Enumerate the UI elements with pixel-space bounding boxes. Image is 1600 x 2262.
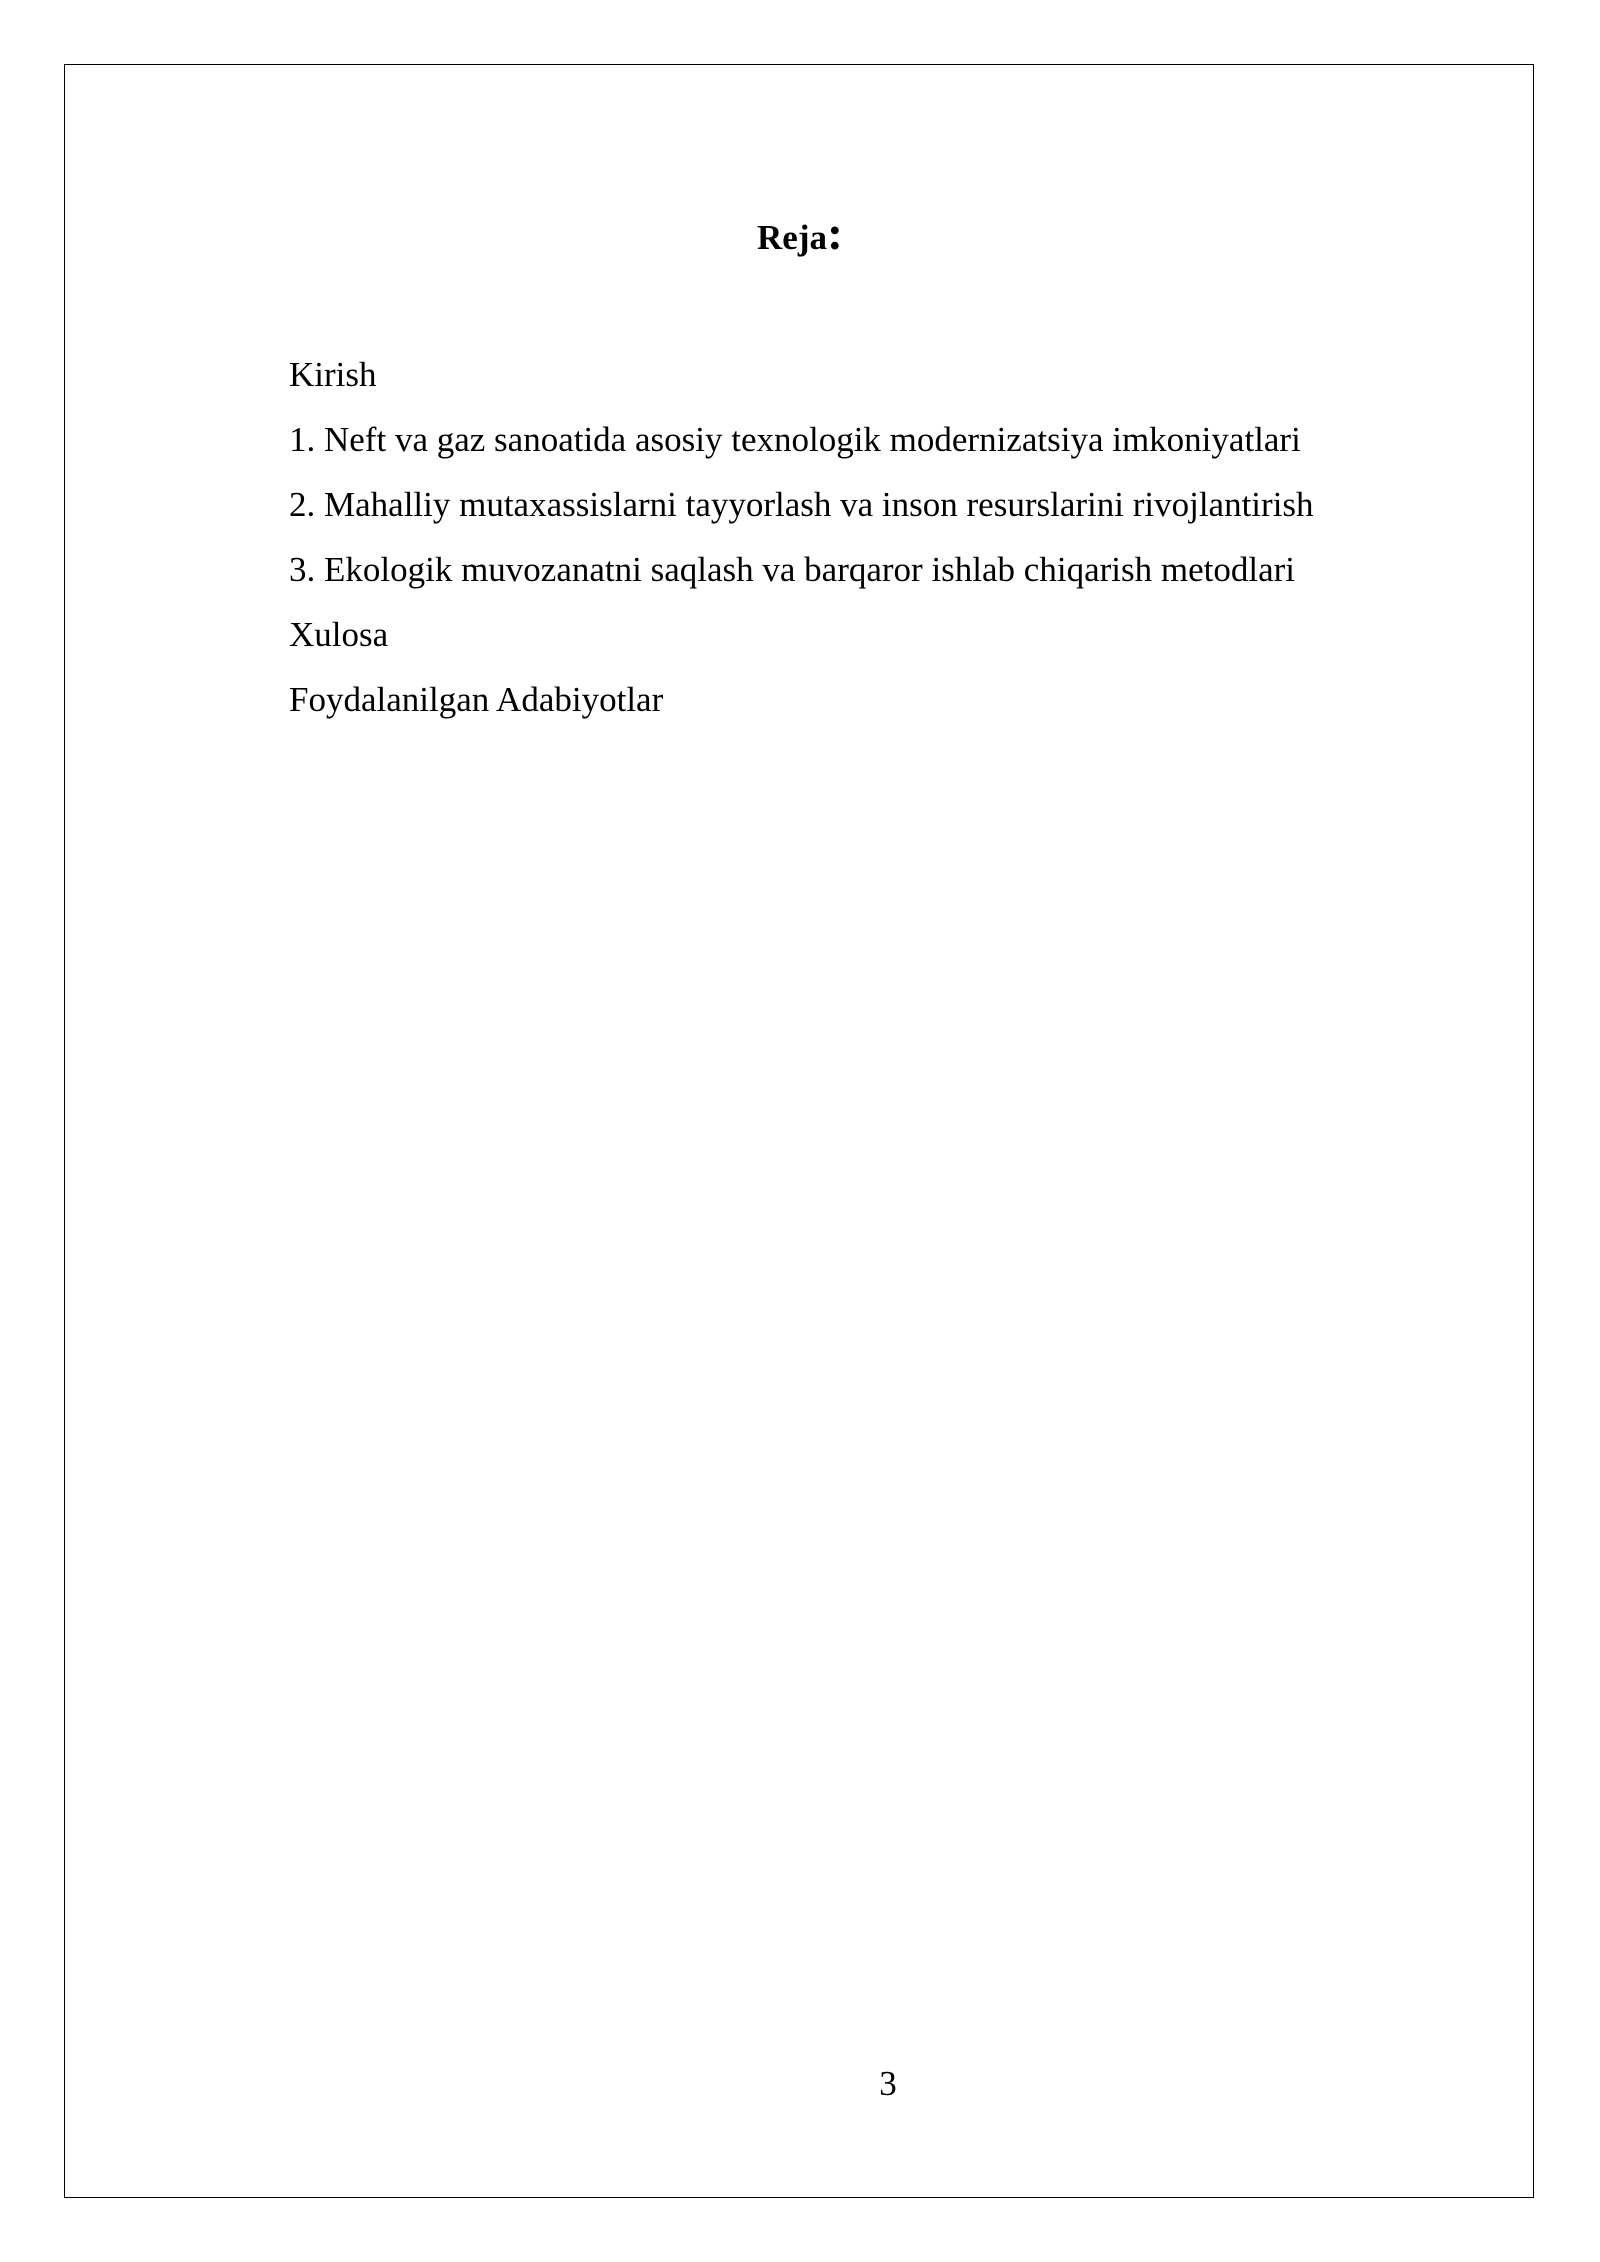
page-title: [0, 207, 1600, 260]
toc-item-chapter-2: 2. Mahalliy mutaxassislarni tayyorlash va inson resurslarini rivojlantirish: [289, 485, 1314, 524]
toc-item-conclusion: Xulosa: [289, 615, 389, 654]
toc-item-introduction: Kirish: [289, 355, 377, 394]
toc-item-references: Foydalanilgan Adabiyotlar: [289, 680, 664, 719]
title-text: Reja: [757, 218, 827, 257]
page-number: 3: [879, 2064, 897, 2103]
toc-item-chapter-1: 1. Neft va gaz sanoatida asosiy texnologik modernizatsiya imkoniyatlari: [289, 420, 1301, 459]
title-colon: :: [826, 207, 843, 260]
table-of-contents: [289, 342, 1314, 732]
toc-item-chapter-3: 3. Ekologik muvozanatni saqlash va barqaror ishlab chiqarish metodlari: [289, 550, 1295, 589]
